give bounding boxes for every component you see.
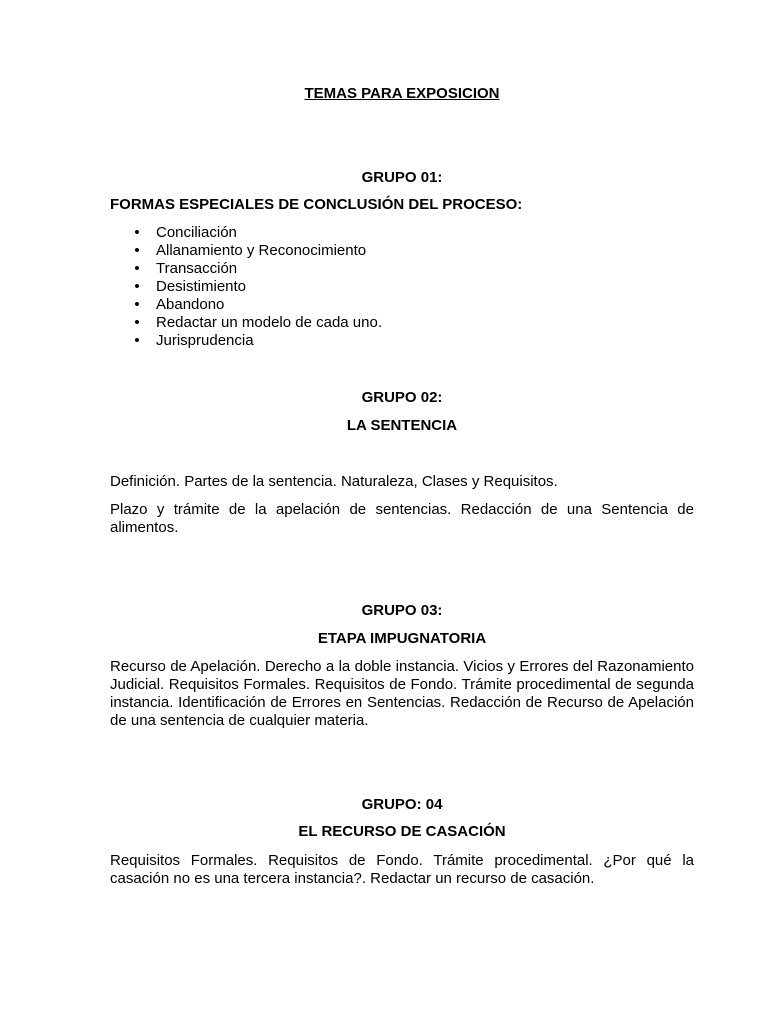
list-item — [110, 242, 694, 260]
list-item-label: Allanamiento y Reconocimiento — [156, 242, 367, 259]
group-4-subheading: EL RECURSO DE CASACIÓN — [298, 823, 506, 840]
group-1-bullet-list — [110, 224, 694, 350]
list-item — [110, 314, 694, 332]
list-item — [110, 296, 694, 314]
bullet-icon: • — [134, 332, 140, 349]
group-4-paragraph-1: Requisitos Formales. Requisitos de Fondo. Trámite procedimental. ¿Por qué la casación no es una tercera instancia?. Redactar un recurso de casación. — [110, 852, 694, 887]
group-2-subheading: LA SENTENCIA — [346, 417, 458, 434]
group-3-paragraph-1: Recurso de Apelación. Derecho a la doble instancia. Vicios y Errores del Razonamiento Judicial. Requisitos Formales. Requisitos de Fondo. Trámite procedimental de segunda instancia. Identificación de Errores en Sentencias. Redacción de Recurso de Apelación de una sentencia de cualquier materia. — [110, 658, 694, 729]
bullet-icon: • — [134, 224, 140, 241]
group-2-paragraph-1: Definición. Partes de la sentencia. Naturaleza, Clases y Requisitos. — [110, 473, 558, 490]
group-1-heading: GRUPO 01: — [361, 169, 443, 186]
group-3-heading: GRUPO 03: — [361, 602, 443, 619]
bullet-icon: • — [134, 260, 140, 277]
bullet-icon: • — [134, 242, 140, 259]
group-2-heading: GRUPO 02: — [361, 389, 443, 406]
group-1-subheading: FORMAS ESPECIALES DE CONCLUSIÓN DEL PROCESO: — [110, 196, 523, 213]
bullet-icon: • — [134, 314, 140, 331]
list-item-label: Redactar un modelo de cada uno. — [156, 314, 382, 331]
document-title: TEMAS PARA EXPOSICION — [304, 85, 500, 102]
list-item-label: Desistimiento — [156, 278, 247, 295]
list-item — [110, 224, 694, 242]
list-item-label: Conciliación — [156, 224, 237, 241]
list-item — [110, 260, 694, 278]
list-item-label: Abandono — [156, 296, 225, 313]
bullet-icon: • — [134, 296, 140, 313]
group-2-paragraph-2: Plazo y trámite de la apelación de sentencias. Redacción de una Sentencia de alimentos. — [110, 501, 694, 536]
group-4-heading: GRUPO: 04 — [361, 796, 443, 813]
list-item-label: Transacción — [156, 260, 238, 277]
list-item — [110, 278, 694, 296]
group-3-subheading: ETAPA IMPUGNATORIA — [317, 630, 487, 647]
list-item-label: Jurisprudencia — [156, 332, 254, 349]
bullet-icon: • — [134, 278, 140, 295]
list-item — [110, 332, 694, 350]
